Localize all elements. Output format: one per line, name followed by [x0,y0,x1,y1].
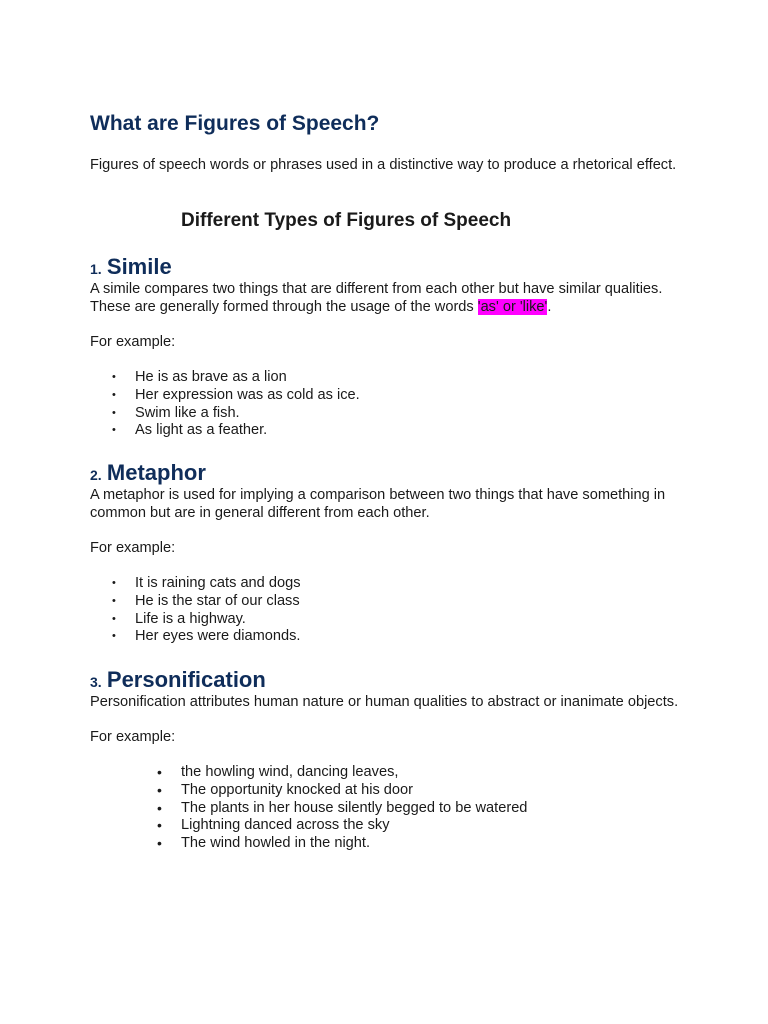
types-heading: Different Types of Figures of Speech [181,210,512,231]
example-text: Life is a highway. [135,610,246,627]
section-personification [90,667,680,853]
bullet-icon: • [112,594,116,607]
example-text: Her expression was as cold as ice. [135,386,360,403]
list-item [90,369,680,387]
example-text: He is as brave as a lion [135,369,287,385]
list-item [90,764,680,782]
example-text: He is the star of our class [135,592,300,609]
section-description: A metaphor is used for implying a comparison between two things that have something in common but are in general different from each other. [90,487,666,521]
bullet-icon: • [112,406,116,419]
example-text: Her eyes were diamonds. [135,628,301,645]
section-simile [90,254,680,440]
section-heading [90,254,680,280]
example-text: It is raining cats and dogs [135,575,301,591]
list-item [90,800,680,818]
bullet-icon: • [157,835,162,852]
description-text: A simile compares two things that are different from each other but have similar qualities. These are generally formed through the usage of the words [90,281,663,315]
example-text: the howling wind, dancing leaves, [181,764,399,780]
list-item [90,387,680,405]
example-text: The opportunity knocked at his door [181,781,414,798]
highlighted-words: 'as' or 'like' [477,299,548,315]
section-description [90,280,680,316]
example-text: The wind howled in the night. [181,835,371,852]
section-title: Personification [106,667,266,692]
bullet-icon: • [157,764,162,780]
example-label: For example: [90,334,176,350]
list-item [90,593,680,611]
bullet-icon: • [112,577,116,589]
list-item [90,611,680,629]
list-item [90,835,680,853]
section-number: 2. [90,467,102,483]
example-list [90,369,680,440]
example-text: The plants in her house silently begged to be watered [181,799,528,816]
list-item [90,405,680,423]
section-heading [90,460,680,486]
bullet-icon: • [112,630,116,643]
list-item [90,628,680,646]
bullet-icon: • [112,612,116,625]
section-title: Simile [106,254,172,279]
section-number: 3. [90,674,102,690]
description-end: . [547,299,552,315]
bullet-icon: • [112,388,116,401]
example-list [90,764,680,853]
list-item [90,782,680,800]
intro-paragraph: Figures of speech words or phrases used in a distinctive way to produce a rhetorical effect. [90,157,677,173]
section-title: Metaphor [106,460,206,485]
list-item [90,422,680,440]
example-label: For example: [90,540,176,556]
example-text: As light as a feather. [135,422,268,439]
section-number: 1. [90,261,102,277]
bullet-icon: • [112,424,116,437]
bullet-icon: • [157,799,162,816]
example-text: Lightning danced across the sky [181,817,390,834]
bullet-icon: • [112,371,116,383]
list-item [90,817,680,835]
section-description: Personification attributes human nature or human qualities to abstract or inanimate objects. [90,694,679,710]
example-list [90,575,680,646]
list-item [90,575,680,593]
page-title: What are Figures of Speech? [90,112,380,135]
example-label: For example: [90,729,176,745]
section-heading [90,667,680,693]
bullet-icon: • [157,817,162,834]
section-metaphor [90,460,680,646]
bullet-icon: • [157,781,162,798]
example-text: Swim like a fish. [135,404,240,421]
